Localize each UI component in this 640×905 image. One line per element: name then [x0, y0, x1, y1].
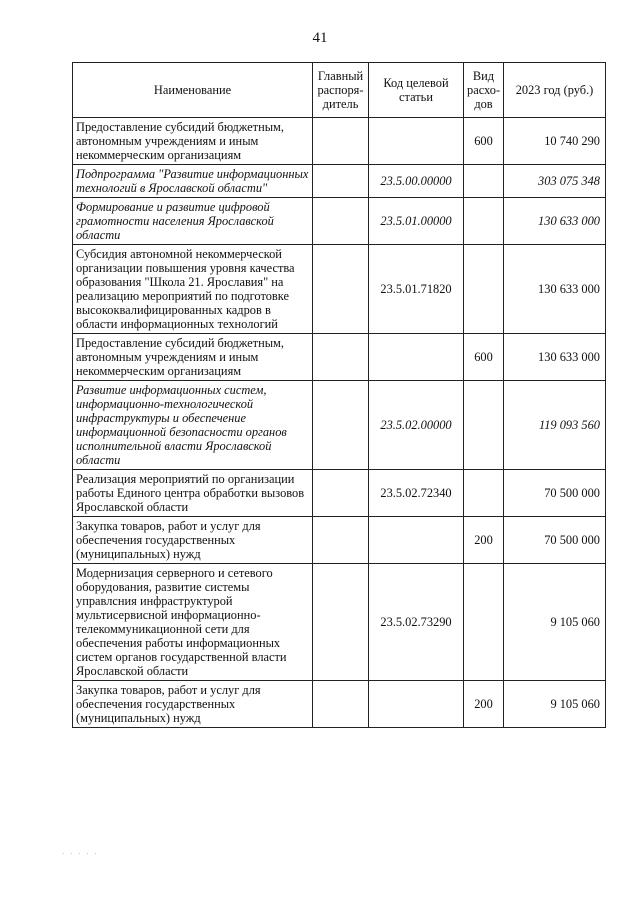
header-target-code: Код целевой статьи	[369, 63, 464, 118]
header-expense-type: Вид расхо-дов	[464, 63, 504, 118]
budget-table	[72, 62, 606, 728]
cell-chief-manager	[313, 118, 369, 165]
cell-amount: 10 740 290	[504, 118, 606, 165]
cell-name: Предоставление субсидий бюджетным, автономным учреждениям и иным некоммерческим организациям	[73, 334, 313, 381]
header-chief-manager: Главный распоря-дитель	[313, 63, 369, 118]
cell-amount: 9 105 060	[504, 564, 606, 681]
cell-chief-manager	[313, 681, 369, 728]
cell-amount: 70 500 000	[504, 470, 606, 517]
cell-chief-manager	[313, 165, 369, 198]
table-row	[73, 118, 606, 165]
table-row	[73, 198, 606, 245]
table-row	[73, 564, 606, 681]
table-row	[73, 245, 606, 334]
cell-expense-type	[464, 198, 504, 245]
cell-target-code: 23.5.00.00000	[369, 165, 464, 198]
cell-chief-manager	[313, 381, 369, 470]
header-amount-2023: 2023 год (руб.)	[504, 63, 606, 118]
cell-name: Закупка товаров, работ и услуг для обеспечения государственных (муниципальных) нужд	[73, 681, 313, 728]
cell-chief-manager	[313, 564, 369, 681]
cell-expense-type	[464, 245, 504, 334]
cell-name: Субсидия автономной некоммерческой организации повышения уровня качества образования "Школа 21. Ярославия" на реализацию мероприятий по подготовке высококвалифицированных кадров в области информационных технологий	[73, 245, 313, 334]
cell-expense-type: 200	[464, 681, 504, 728]
cell-expense-type: 600	[464, 118, 504, 165]
cell-expense-type	[464, 564, 504, 681]
cell-chief-manager	[313, 334, 369, 381]
cell-name: Формирование и развитие цифровой грамотности населения Ярославской области	[73, 198, 313, 245]
cell-name: Предоставление субсидий бюджетным, автономным учреждениям и иным некоммерческим организациям	[73, 118, 313, 165]
cell-expense-type	[464, 381, 504, 470]
cell-target-code	[369, 681, 464, 728]
cell-chief-manager	[313, 517, 369, 564]
cell-amount: 130 633 000	[504, 198, 606, 245]
cell-target-code: 23.5.02.73290	[369, 564, 464, 681]
cell-expense-type: 600	[464, 334, 504, 381]
cell-name: Закупка товаров, работ и услуг для обеспечения государственных (муниципальных) нужд	[73, 517, 313, 564]
cell-name: Реализация мероприятий по организации работы Единого центра обработки вызовов Ярославской области	[73, 470, 313, 517]
cell-amount: 70 500 000	[504, 517, 606, 564]
cell-target-code: 23.5.02.72340	[369, 470, 464, 517]
cell-amount: 303 075 348	[504, 165, 606, 198]
cell-amount: 9 105 060	[504, 681, 606, 728]
cell-amount: 130 633 000	[504, 245, 606, 334]
page-number: 41	[312, 30, 328, 46]
cell-name: Модернизация серверного и сетевого оборудования, развитие системы управлсния инфраструктурой мультисервисной информационно-телекоммуникационной сети для обеспечения работы информационных систем органов государственной власти Ярославской области	[73, 564, 313, 681]
table-row	[73, 381, 606, 470]
table-row	[73, 334, 606, 381]
table-row	[73, 681, 606, 728]
scan-noise: · · · · ·	[62, 850, 99, 858]
table-row	[73, 470, 606, 517]
cell-target-code	[369, 334, 464, 381]
table-header-row	[73, 63, 606, 118]
cell-amount: 130 633 000	[504, 334, 606, 381]
cell-chief-manager	[313, 198, 369, 245]
cell-amount: 119 093 560	[504, 381, 606, 470]
table-row	[73, 165, 606, 198]
cell-target-code	[369, 118, 464, 165]
cell-target-code: 23.5.01.71820	[369, 245, 464, 334]
cell-chief-manager	[313, 245, 369, 334]
cell-expense-type	[464, 165, 504, 198]
cell-target-code	[369, 517, 464, 564]
cell-target-code: 23.5.01.00000	[369, 198, 464, 245]
header-name: Наименование	[73, 63, 313, 118]
cell-expense-type	[464, 470, 504, 517]
cell-chief-manager	[313, 470, 369, 517]
cell-name: Развитие информационных систем, информационно-технологической инфраструктуры и обеспечение информационной безопасности органов исполнительной власти Ярославской области	[73, 381, 313, 470]
cell-expense-type: 200	[464, 517, 504, 564]
table-row	[73, 517, 606, 564]
cell-name: Подпрограмма "Развитие информационных технологий в Ярославской области"	[73, 165, 313, 198]
cell-target-code: 23.5.02.00000	[369, 381, 464, 470]
